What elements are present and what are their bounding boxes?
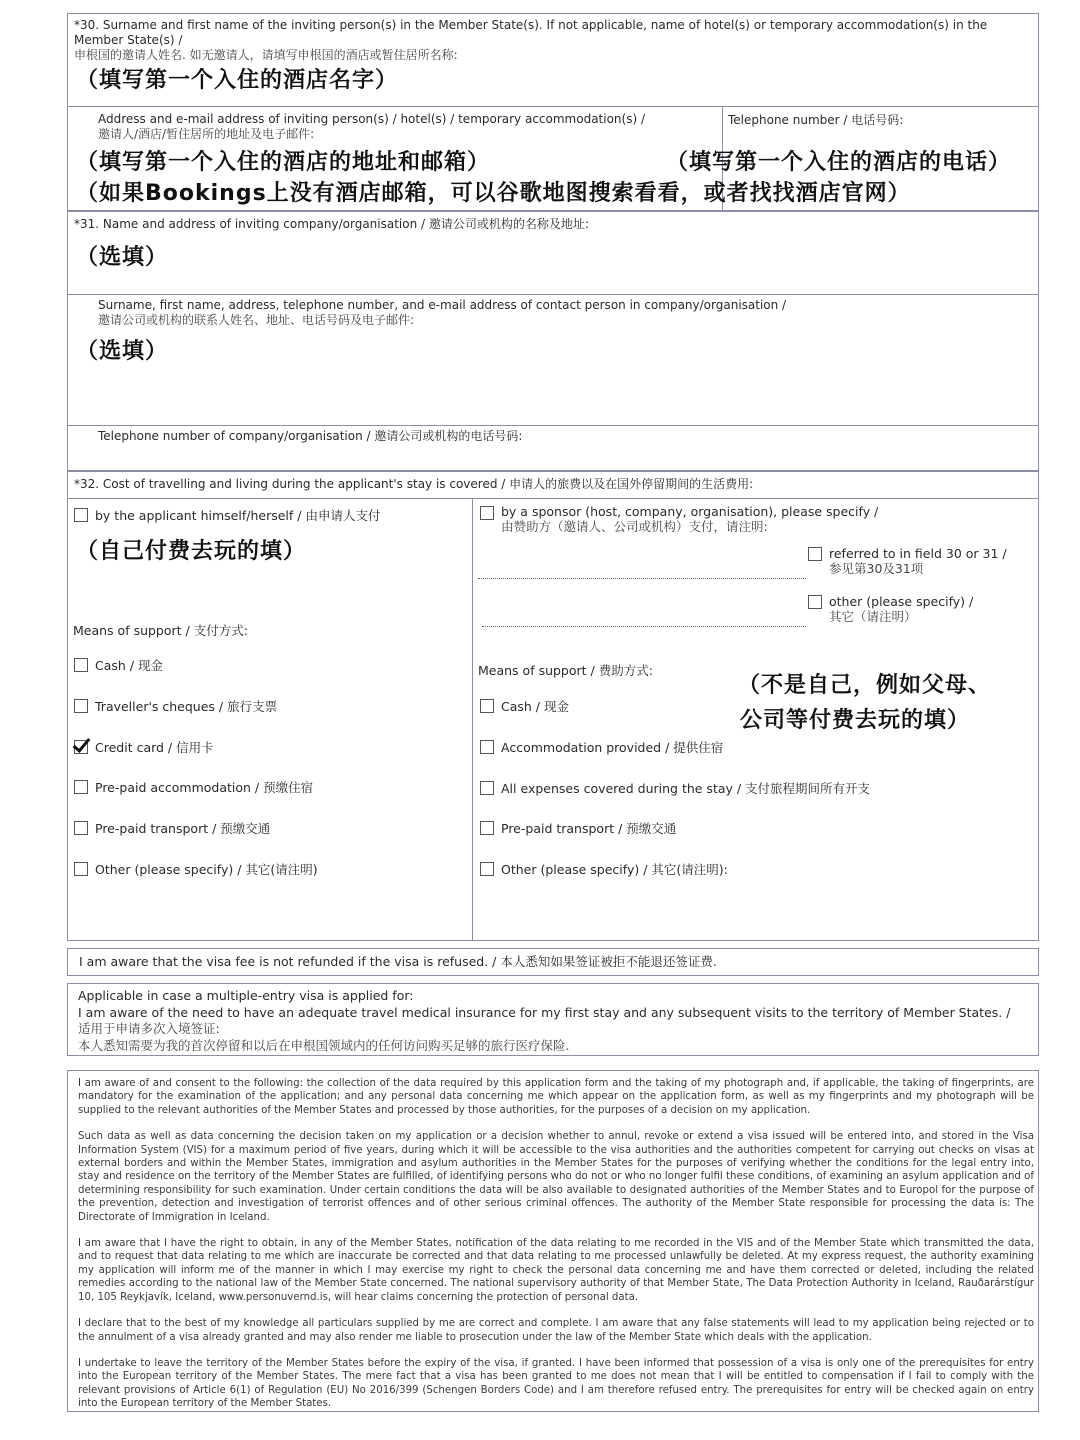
applicant-means-option[interactable] (74, 819, 270, 837)
checkbox[interactable] (480, 506, 494, 520)
declaration-text (78, 1077, 1034, 1424)
sponsor-means-option[interactable] (480, 738, 723, 756)
applicant-means-option[interactable] (74, 778, 313, 796)
checkbox[interactable] (74, 508, 88, 522)
sponsor-other-line[interactable] (482, 626, 806, 627)
sponsor-other-text (829, 594, 973, 624)
sponsor-means-option-label: Other (please specify) / 其它(请注明): (501, 862, 728, 878)
sponsor-means-option[interactable] (480, 860, 728, 878)
multiple-entry-line3: 适用于申请多次入境签证: (78, 1021, 220, 1036)
applicant-means-option-label: Credit card / 信用卡 (95, 739, 214, 755)
field-31-label: *31. Name and address of inviting company/organisation / 邀请公司或机构的名称及地址: (74, 217, 589, 231)
multiple-entry-line1: Applicable in case a multiple-entry visa is applied for: (78, 988, 414, 1003)
declaration-paragraph: I undertake to leave the territory of the Member States before the expiry of the visa, if granted. I have been informed that possession of a visa is only one of the prerequisites for entry into the European territory of the Member States. The mere fact that a visa has been granted to me does not mean that I will be entitled to compensation if I fail to comply with the relevant provisions of Article 6(1) of Regulation (EU) No 2016/399 (Schengen Borders Code) and I am therefore refused entry. The prerequisites for entry will be checked again on entry into the European territory of the Member States. (78, 1357, 1034, 1410)
address-hint-note: （如果Bookings上没有酒店邮箱，可以谷歌地图搜索看看，或者找找酒店官网） (76, 181, 911, 206)
sponsor-referred-en: referred to in field 30 or 31 / (829, 546, 1007, 561)
sponsor-note-line1: （不是自己，例如父母、 (738, 673, 992, 698)
field-32-label: *32. Cost of travelling and living during the applicant's stay is covered / 申请人的旅费以及在国外停留期间的生活费用: (74, 477, 754, 491)
sponsor-means-option-label: All expenses covered during the stay / 支付旅程期间所有开支 (501, 780, 871, 796)
sponsor-means-option-label: Cash / 现金 (501, 699, 569, 714)
checkbox[interactable] (74, 699, 88, 713)
sponsor-means-option[interactable] (480, 779, 870, 797)
applicant-self-option[interactable] (74, 506, 380, 524)
declaration-paragraph: Such data as well as data concerning the decision taken on my application or a decision whether to annul, revoke or extend a visa issued will be entered into, and stored in the Visa Information System (VIS) for a maximum period of five years, during which it will be accessible to the visa authorities and the authorities competent for carrying out checks on visas at external borders and within the Member States, immigration and asylum authorities in the Member States for the purposes of verifying whether the conditions for the legal entry into, stay and residence on the territory of the Member States are fulfilled, of identifying persons who do not or who no longer fulfil these conditions, of examining an asylum application and of determining responsibility for such examination. Under certain conditions the data will be also available to designated authorities of the Member States and to Europol for the purpose of the prevention, detection and investigation of terrorist offences and of other serious criminal offences. The authority of the Member State responsible for processing the data is: The Directorate of Immigration in Iceland. (78, 1131, 1034, 1223)
visa-fee-statement: I am aware that the visa fee is not refunded if the visa is refused. / 本人悉知如果签证被拒不能退还签证费. (79, 954, 717, 969)
checkbox[interactable] (480, 740, 494, 754)
contact-person-label-en: Surname, first name, address, telephone number, and e-mail address of contact person in company/organisation / (98, 298, 787, 312)
telephone-note: （填写第一个入住的酒店的电话） (666, 150, 1012, 175)
sponsor-means-label: Means of support / 费助方式: (478, 663, 653, 678)
sponsor-other-en: other (please specify) / (829, 594, 974, 609)
contact-person-label-zh: 邀请公司或机构的联系人姓名、地址、电话号码及电子邮件: (98, 313, 415, 327)
checkbox[interactable] (808, 547, 822, 561)
sponsor-option[interactable] (480, 504, 878, 534)
field-30-label-en: *30. Surname and first name of the inviting person(s) in the Member State(s). If not applicable, name of hotel(s) or temporary accommodation(s) in the Member State(s) / (74, 18, 988, 47)
contact-person-label (98, 298, 1018, 328)
declaration-paragraph: I am aware that I have the right to obtain, in any of the Member States, notification of the data relating to me recorded in the VIS and of the Member State which transmitted the data, and to request that data relating to me which are inaccurate be corrected and that data relating to me processed unlawfully be deleted. At my express request, the authority examining my application will inform me of the manner in which I may exercise my right to check the personal data concerning me and have them corrected or deleted, including the related remedies according to the national law of the Member State concerned. The national supervisory authority of that Member State, The Data Protection Authority in Iceland, Rauðarárstígur 10, 105 Reykjavík, Iceland, www.personuvernd.is, will hear claims concerning the protection of personal data. (78, 1238, 1034, 1303)
declaration-paragraph: I declare that to the best of my knowledge all particulars supplied by me are correct and complete. I am aware that any false statements will lead to my application being rejected or to the annulment of a visa already granted and may also render me liable to prosecution under the law of the Member State which deals with the application. (78, 1318, 1034, 1343)
multiple-entry-text (78, 988, 1028, 1054)
applicant-means-option-label: Other (please specify) / 其它(请注明) (95, 862, 318, 877)
contact-person-note: （选填） (76, 339, 169, 364)
checkbox[interactable] (480, 862, 494, 876)
sponsor-specify-line[interactable] (478, 578, 806, 579)
sponsor-means-option-label: Accommodation provided / 提供住宿 (501, 739, 724, 755)
field-30-note: （填写第一个入住的酒店名字） (76, 68, 399, 93)
checkbox[interactable] (74, 780, 88, 794)
divider (67, 294, 1039, 295)
applicant-means-option-label: Pre-paid transport / 预缴交通 (95, 821, 271, 837)
sponsor-other-option[interactable] (808, 594, 973, 624)
field-30-label (74, 18, 1034, 63)
sponsor-other-zh: 其它（请注明） (829, 609, 917, 624)
sponsor-option-en: by a sponsor (host, company, organisation), please specify / (501, 504, 879, 519)
applicant-means-option[interactable] (74, 738, 214, 756)
checkbox-checked[interactable] (74, 740, 88, 754)
applicant-means-option-label: Cash / 现金 (95, 658, 163, 673)
sponsor-note-line2: 公司等付费去玩的填） (740, 708, 971, 733)
applicant-means-option[interactable] (74, 656, 163, 674)
multiple-entry-line4: 本人悉知需要为我的首次停留和以后在申根国领域内的任何访问购买足够的旅行医疗保险. (78, 1037, 570, 1053)
sponsor-option-text (501, 504, 878, 534)
checkbox[interactable] (808, 595, 822, 609)
sponsor-means-option[interactable] (480, 697, 569, 715)
address-note: （填写第一个入住的酒店的地址和邮箱） (76, 150, 491, 175)
field-31-note: （选填） (76, 245, 169, 270)
address-label-zh: 邀请人/酒店/暂住居所的地址及电子邮件: (98, 127, 315, 141)
company-telephone-label: Telephone number of company/organisation / 邀请公司或机构的电话号码: (98, 429, 523, 443)
sponsor-referred-zh: 参见第30及31项 (829, 561, 924, 576)
multiple-entry-line2: I am aware of the need to have an adequate travel medical insurance for my first stay and any subsequent visits to the territory of Member States. / (78, 1004, 1011, 1020)
divider (67, 106, 1039, 107)
applicant-means-option[interactable] (74, 860, 318, 878)
divider (67, 425, 1039, 426)
applicant-self-label: by the applicant himself/herself / 由申请人支付 (95, 508, 381, 523)
address-label-en: Address and e-mail address of inviting person(s) / hotel(s) / temporary accommodation(s) / (98, 112, 646, 126)
checkbox[interactable] (480, 699, 494, 713)
address-label (98, 112, 718, 142)
checkbox[interactable] (74, 862, 88, 876)
means-of-support-label: Means of support / 支付方式: (73, 623, 248, 638)
self-pay-note: （自己付费去玩的填） (76, 539, 307, 564)
sponsor-means-option-label: Pre-paid transport / 预缴交通 (501, 821, 677, 837)
checkbox[interactable] (74, 821, 88, 835)
sponsor-referred-option[interactable] (808, 546, 1007, 576)
sponsor-means-option[interactable] (480, 819, 676, 837)
sponsor-referred-text (829, 546, 1007, 576)
divider (67, 498, 1039, 499)
field-30-label-zh: 申根国的邀请人姓名. 如无邀请人，请填写申根国的酒店或暂住居所名称: (74, 48, 458, 62)
checkbox[interactable] (480, 781, 494, 795)
declaration-paragraph: I am aware of and consent to the following: the collection of the data required by this application form and the taking of my photograph and, if applicable, the taking of fingerprints, are mandatory for the examination of the application; and any personal data concerning me which appear on the application form, as well as my fingerprints and my photograph will be supplied to the relevant authorities of the Member States and processed by those authorities, for the purposes of a decision on my application. (78, 1078, 1034, 1116)
checkbox[interactable] (480, 821, 494, 835)
applicant-means-option-label: Traveller's cheques / 旅行支票 (95, 698, 278, 714)
telephone-label: Telephone number / 电话号码: (728, 113, 904, 127)
applicant-means-option-label: Pre-paid accommodation / 预缴住宿 (95, 780, 314, 796)
sponsor-option-zh: 由赞助方（邀请人、公司或机构）支付，请注明: (501, 519, 768, 534)
checkbox[interactable] (74, 658, 88, 672)
applicant-means-option[interactable] (74, 697, 277, 715)
divider (472, 498, 473, 941)
